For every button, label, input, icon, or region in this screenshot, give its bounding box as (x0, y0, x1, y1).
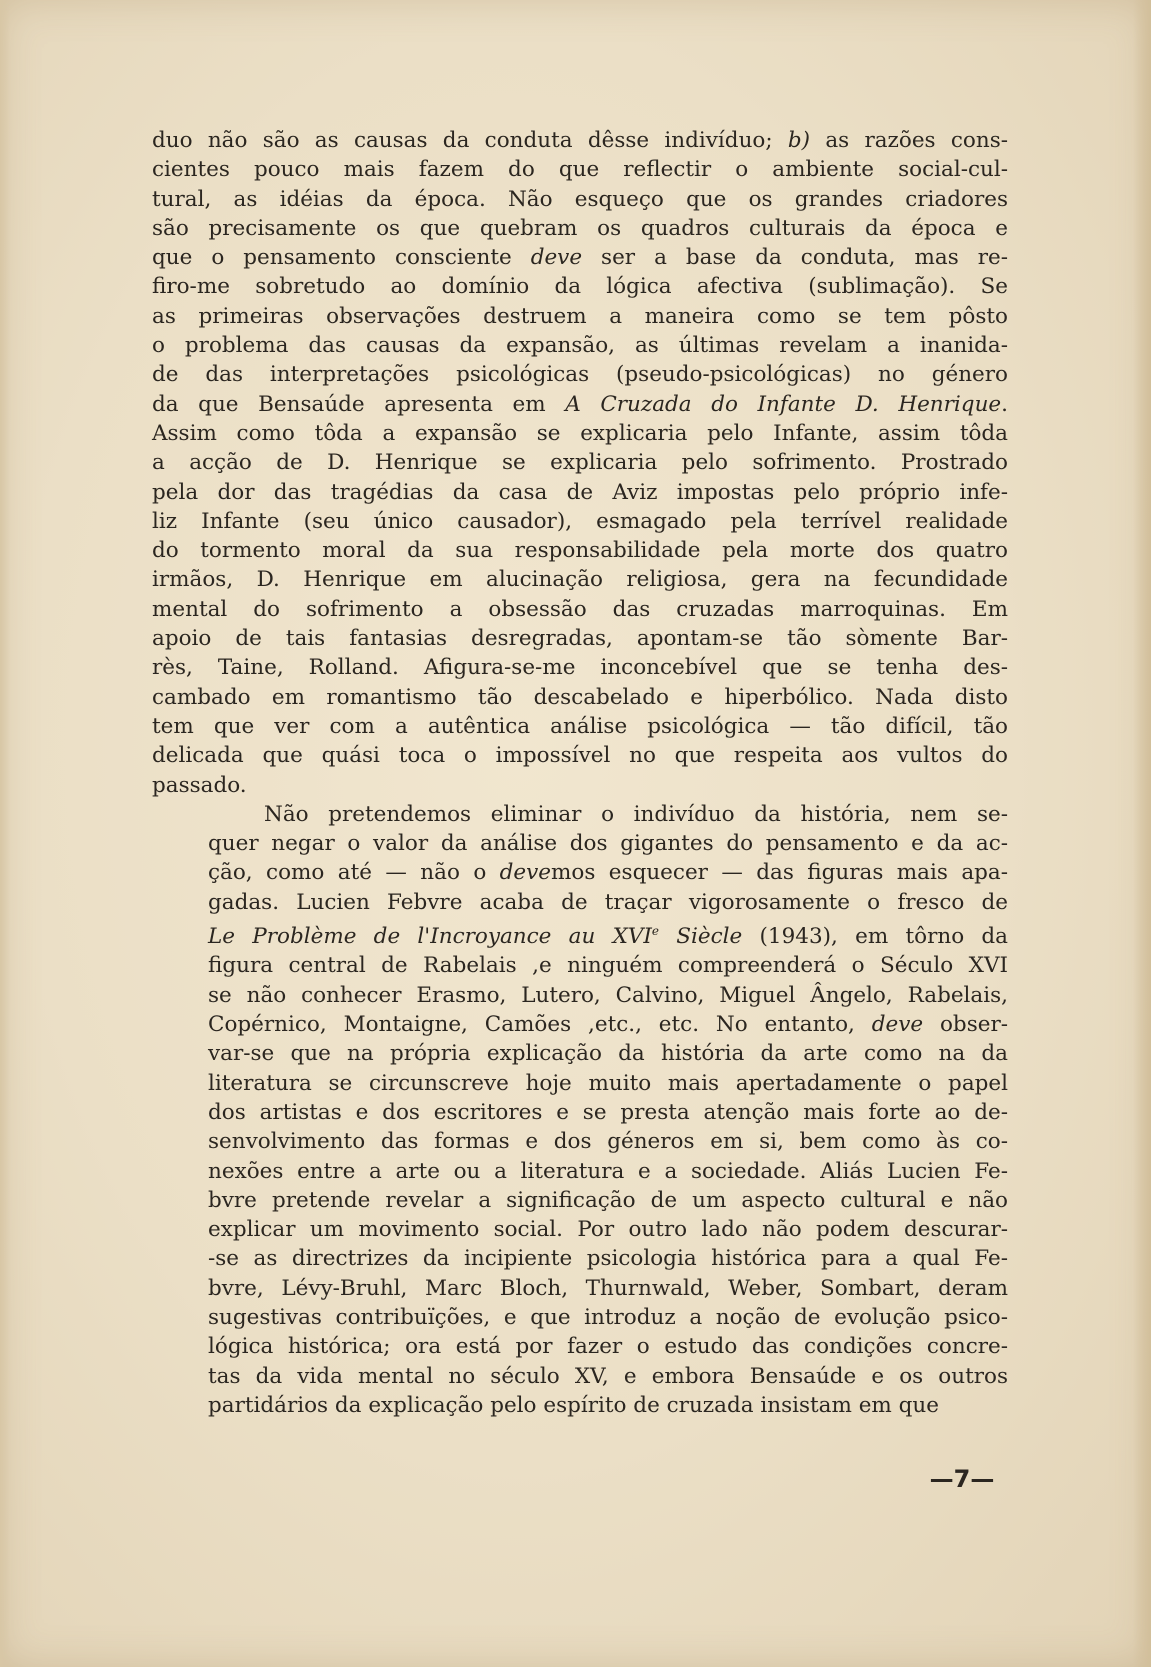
text-line: delicada que quási toca o impossível no que respeita aos vultos do (152, 743, 1008, 769)
text-line: de das interpretações psicológicas (pseudo-psicológicas) no género (152, 362, 1008, 388)
text-line: se não conhecer Erasmo, Lutero, Calvino, Miguel Ângelo, Rabelais, (208, 982, 1008, 1008)
text-line: partidários da explicação pelo espírito de cruzada insistam em que (208, 1392, 939, 1418)
text-line: tem que ver com a autêntica análise psicológica — tão difícil, tão (152, 713, 1008, 739)
text-line: quer negar o valor da análise dos gigantes do pensamento e da ac- (208, 831, 1008, 857)
text-line: explicar um movimento social. Por outro lado não podem descurar- (208, 1217, 1008, 1243)
paragraph (152, 126, 1008, 800)
text-line: cientes pouco mais fazem do que reflectir o ambiente social-cul- (152, 157, 1008, 183)
text-line: tas da vida mental no século XV, e embora Bensaúde e os outros (208, 1363, 1008, 1389)
text-line: nexões entre a arte ou a literatura e a sociedade. Aliás Lucien Fe- (208, 1158, 1008, 1184)
text-line: tural, as idéias da época. Não esqueço que os grandes criadores (152, 186, 1008, 212)
text-line: que o pensamento consciente deve ser a base da conduta, mas re- (152, 245, 1008, 271)
page-left-edge (0, 0, 10, 1667)
text-line: bvre pretende revelar a significação de um aspecto cultural e não (208, 1187, 1008, 1213)
text-line: passado. (152, 772, 247, 798)
text-line: -se as directrizes da incipiente psicologia histórica para a qual Fe- (208, 1246, 1008, 1272)
text-line: irmãos, D. Henrique em alucinação religiosa, gera na fecundidade (152, 567, 1008, 593)
text-line: gadas. Lucien Febvre acaba de traçar vigorosamente o fresco de (208, 889, 1008, 915)
text-line: são precisamente os que quebram os quadros culturais da época e (152, 215, 1008, 241)
text-line: a acção de D. Henrique se explicaria pelo sofrimento. Prostrado (152, 450, 1008, 476)
text-line: var-se que na própria explicação da história da arte como na da (208, 1041, 1008, 1067)
page-number: —7— (929, 1465, 995, 1493)
text-line: da que Bensaúde apresenta em A Cruzada do Infante D. Henrique. (152, 391, 1008, 417)
text-line: o problema das causas da expansão, as últimas revelam a inanida- (152, 333, 1008, 359)
text-line: duo não são as causas da conduta dêsse indivíduo; b) as razões cons- (152, 128, 1008, 153)
text-line: Não pretendemos eliminar o indivíduo da história, nem se- (264, 801, 1008, 827)
text-line: dos artistas e dos escritores e se presta atenção mais forte ao de- (208, 1099, 1008, 1125)
text-line: firo-me sobretudo ao domínio da lógica afectiva (sublimação). Se (152, 274, 1008, 300)
text-line: liz Infante (seu único causador), esmagado pela terrível realidade (152, 508, 1008, 534)
text-line: cambado em romantismo tão descabelado e hiperbólico. Nada disto (152, 684, 1008, 710)
text-line: as primeiras observações destruem a maneira como se tem pôsto (152, 303, 1008, 329)
text-line: bvre, Lévy-Bruhl, Marc Bloch, Thurnwald, Weber, Sombart, deram (208, 1275, 1008, 1301)
text-line: Le Problème de l'Incroyance au XVIe Siècle (1943), em tôrno da (208, 924, 1008, 950)
text-line: pela dor das tragédias da casa de Aviz impostas pelo próprio infe- (152, 479, 1008, 505)
text-line: mental do sofrimento a obsessão das cruzadas marroquinas. Em (152, 596, 1008, 622)
paragraph (152, 800, 1008, 1420)
text-line: do tormento moral da sua responsabilidade pela morte dos quatro (152, 538, 1008, 564)
text-line: senvolvimento das formas e dos géneros em si, bem como às co- (208, 1129, 1008, 1155)
text-line: apoio de tais fantasias desregradas, apontam-se tão sòmente Bar- (152, 626, 1008, 652)
page-right-edge (1133, 0, 1151, 1667)
text-line: ção, como até — não o devemos esquecer — das figuras mais apa- (208, 860, 1008, 886)
text-line: lógica histórica; ora está por fazer o estudo das condições concre- (208, 1334, 1008, 1360)
text-line: Copérnico, Montaigne, Camões ,etc., etc. No entanto, deve obser- (208, 1012, 1008, 1038)
text-line: figura central de Rabelais ,e ninguém compreenderá o Século XVI (208, 953, 1008, 979)
text-line: rès, Taine, Rolland. Afigura-se-me inconcebível que se tenha des- (152, 655, 1008, 681)
text-line: sugestivas contribuïções, e que introduz a noção de evolução psico- (208, 1305, 1008, 1331)
text-line: Assim como tôda a expansão se explicaria pelo Infante, assim tôda (152, 420, 1008, 446)
text-line: literatura se circunscreve hoje muito mais apertadamente o papel (208, 1070, 1008, 1096)
body-text (152, 126, 1008, 1420)
